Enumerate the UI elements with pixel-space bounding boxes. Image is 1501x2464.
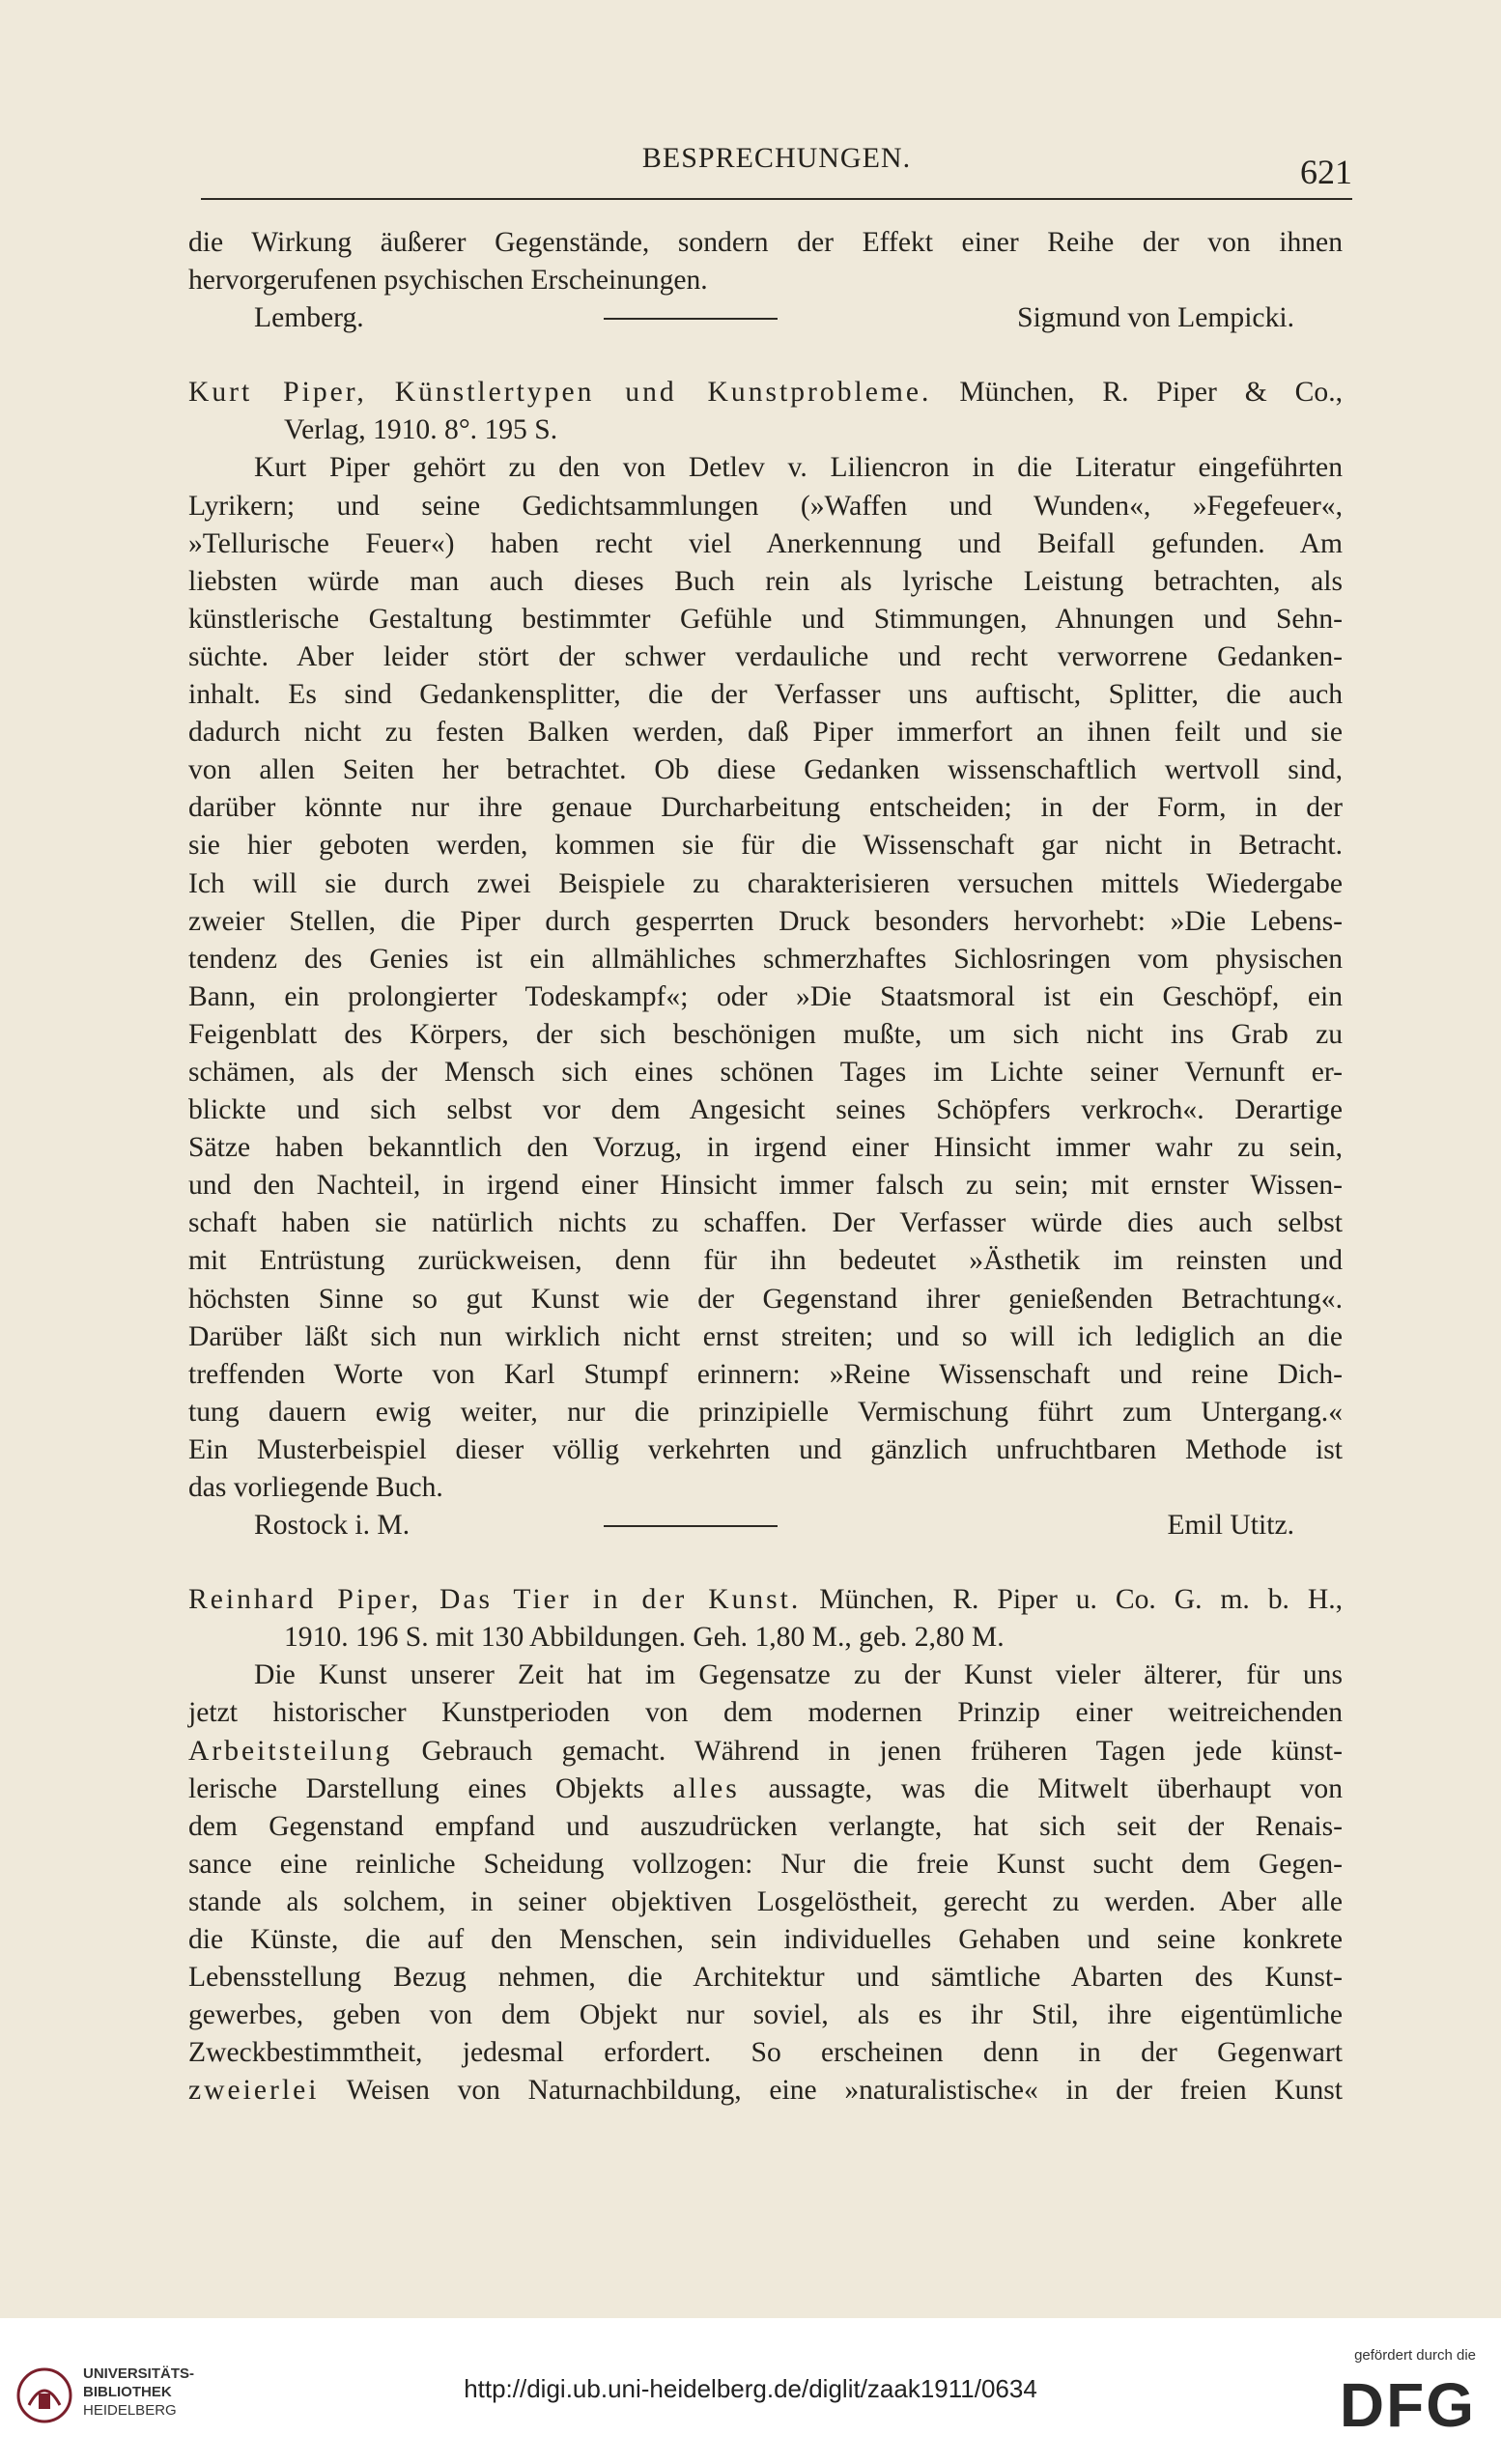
running-head: BESPRECHUNGEN.: [641, 142, 912, 174]
review-title-line2: Verlag, 1910. 8°. 195 S.: [284, 414, 558, 446]
text-line: tung dauern ewig weiter, nur die prinzipielle Vermischung führt zum Untergang.«: [188, 1396, 1343, 1428]
text-line: Arbeitsteilung Gebrauch gemacht. Während in jenen früheren Tagen jede künst-: [188, 1735, 1343, 1767]
review-signature: [188, 299, 1343, 337]
text-line: schämen, als der Mensch sich eines schönen Tages im Lichte seiner Vernunft er-: [188, 1056, 1343, 1088]
spaced-emphasis: zweierlei: [188, 2075, 320, 2107]
spaced-emphasis: Arbeitsteilung: [188, 1735, 393, 1767]
review-title: Reinhard Piper, Das Tier in der Kunst. München, R. Piper u. Co. G. m. b. H.,: [188, 1584, 1343, 1616]
text-line: dem Gegenstand empfand und auszudrücken verlangte, hat sich seit der Renais-: [188, 1810, 1343, 1842]
review-signature: [188, 1507, 1343, 1544]
text-line: die Künste, die auf den Menschen, sein individuelles Gehaben und seine konkrete: [188, 1924, 1343, 1956]
text-line: höchsten Sinne so gut Kunst wie der Gegenstand ihrer genießenden Betrachtung«.: [188, 1283, 1343, 1315]
text-line: gewerbes, geben von dem Objekt nur soviel, als es ihr Stil, ihre eigentümliche: [188, 1999, 1343, 2031]
text-line: sance eine reinliche Scheidung vollzogen: Nur die freie Kunst sucht dem Gegen-: [188, 1848, 1343, 1880]
text-line: Zweckbestimmtheit, jedesmal erfordert. So erscheinen denn in der Gegenwart: [188, 2037, 1343, 2069]
text-line: zweierlei Weisen von Naturnachbildung, eine »naturalistische« in der freien Kunst: [188, 2075, 1343, 2107]
text-line: Kurt Piper gehört zu den von Detlev v. Liliencron in die Literatur eingeführten: [254, 452, 1343, 484]
page-body: [188, 224, 1343, 2110]
text-line: treffenden Worte von Karl Stumpf erinnern: »Reine Wissenschaft und reine Dich-: [188, 1358, 1343, 1390]
review-body: [188, 449, 1343, 1507]
text-line: tendenz des Genies ist ein allmähliches schmerzhaftes Sichlosringen vom physischen: [188, 943, 1343, 975]
text-line: jetzt historischer Kunstperioden von dem modernen Prinzip einer weitreichenden: [188, 1697, 1343, 1729]
library-name: UNIVERSITÄTS- BIBLIOTHEK HEIDELBERG: [83, 2365, 195, 2419]
text-line: das vorliegende Buch.: [188, 1472, 443, 1503]
page-number: 621: [1300, 153, 1352, 191]
text-line: inhalt. Es sind Gedankensplitter, die der Verfasser uns auftischt, Splitter, die auch: [188, 679, 1343, 711]
reviewer-name: Sigmund von Lempicki.: [1017, 302, 1294, 334]
text-line: schaft haben sie natürlich nichts zu schaffen. Der Verfasser würde dies auch selbst: [188, 1207, 1343, 1239]
text-line: liebsten würde man auch dieses Buch rein als lyrische Leistung betrachten, als: [188, 565, 1343, 597]
text-line: Bann, ein prolongierter Todeskampf«; oder »Die Staatsmoral ist ein Geschöpf, ein: [188, 980, 1343, 1012]
text-line: stande als solchem, in seiner objektiven Losgelöstheit, gerecht zu werden. Aber alle: [188, 1885, 1343, 1917]
text-line: lerische Darstellung eines Objekts alles aussagte, was die Mitwelt überhaupt von: [188, 1772, 1343, 1804]
text-line: Ein Musterbeispiel dieser völlig verkehrten und gänzlich unfruchtbaren Methode ist: [188, 1433, 1343, 1465]
page-header: [201, 140, 1352, 200]
review-title-line2: 1910. 196 S. mit 130 Abbildungen. Geh. 1,80 M., geb. 2,80 M.: [284, 1622, 1005, 1654]
review-body: [188, 1808, 1343, 2073]
review-title: Kurt Piper, Künstlertypen und Kunstprobleme. München, R. Piper & Co.,: [188, 377, 1343, 409]
text-line: Feigenblatt des Körpers, der sich beschönigen mußte, um sich nicht ins Grab zu: [188, 1018, 1343, 1050]
text-line: zweier Stellen, die Piper durch gesperrten Druck besonders hervorhebt: »Die Lebens-: [188, 905, 1343, 937]
text-line: blickte und sich selbst vor dem Angesicht seines Schöpfers verkroch«. Derartige: [188, 1094, 1343, 1126]
text-line: Lyrikern; und seine Gedichtsammlungen (»Waffen und Wunden«, »Fegefeuer«,: [188, 490, 1343, 522]
text-line: von allen Seiten her betrachtet. Ob diese Gedanken wissenschaftlich wertvoll sind,: [188, 754, 1343, 786]
reviewer-name: Emil Utitz.: [1167, 1510, 1294, 1542]
text-line: darüber könnte nur ihre genaue Durcharbeitung entscheiden; in der Form, in der: [188, 792, 1343, 824]
text-line: süchte. Aber leider stört der schwer verdauliche und recht verworrene Gedanken-: [188, 640, 1343, 672]
text-line: Ich will sie durch zwei Beispiele zu charakterisieren versuchen mittels Wiedergabe: [188, 867, 1343, 899]
text-line: Darüber läßt sich nun wirklich nicht ernst streiten; und so will ich lediglich an die: [188, 1320, 1343, 1352]
separator-rule: [604, 1525, 778, 1527]
spaced-emphasis: alles: [672, 1772, 740, 1804]
separator-rule: [604, 318, 778, 320]
text-line: mit Entrüstung zurückweisen, denn für ihn bedeutet »Ästhetik im reinsten und: [188, 1245, 1343, 1277]
text-line: künstlerische Gestaltung bestimmter Gefühle und Stimmungen, Ahnungen und Sehn-: [188, 603, 1343, 635]
dfg-logo: DFG: [1339, 2370, 1476, 2440]
review-place: Rostock i. M.: [254, 1510, 411, 1542]
source-url[interactable]: http://digi.ub.uni-heidelberg.de/diglit/zaak1911/0634: [464, 2374, 1037, 2403]
text-line: Die Kunst unserer Zeit hat im Gegensatze zu der Kunst vieler älterer, für uns: [254, 1659, 1343, 1691]
text-line: Sätze haben bekanntlich den Vorzug, in irgend einer Hinsicht immer wahr zu sein,: [188, 1132, 1343, 1164]
text-line: »Tellurische Feuer«) haben recht viel Anerkennung und Beifall gefunden. Am: [188, 527, 1343, 559]
text-line: und den Nachteil, in irgend einer Hinsicht immer falsch zu sein; mit ernster Wissen-: [188, 1170, 1343, 1202]
review-place: Lemberg.: [254, 302, 364, 334]
funder-caption: gefördert durch die: [1354, 2347, 1476, 2364]
text-line: Lebensstellung Bezug nehmen, die Architektur und sämtliche Abarten des Kunst-: [188, 1962, 1343, 1994]
text-line: sie hier geboten werden, kommen sie für die Wissenschaft gar nicht in Betracht.: [188, 830, 1343, 862]
text-line: dadurch nicht zu festen Balken werden, daß Piper immerfort an ihnen feilt und sie: [188, 717, 1343, 749]
text-line: hervorgerufenen psychischen Erscheinungen.: [188, 265, 708, 297]
digitization-footer: [0, 2318, 1501, 2464]
text-line: die Wirkung äußerer Gegenstände, sondern der Effekt einer Reihe der von ihnen: [188, 227, 1343, 258]
